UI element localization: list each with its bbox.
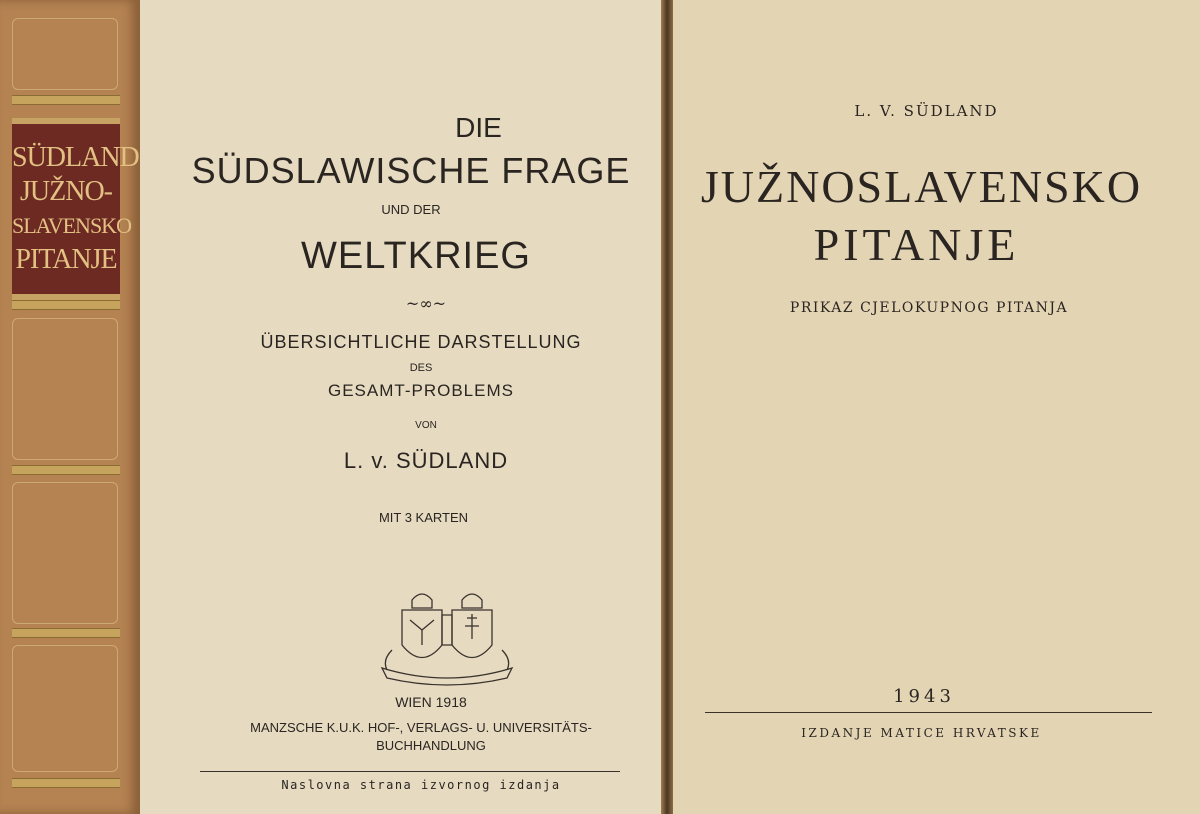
title-line: PITANJE xyxy=(813,219,1020,270)
spine-ornament xyxy=(12,482,118,624)
spine-band xyxy=(12,300,120,310)
author-name: L. v. SÜDLAND xyxy=(343,448,509,473)
publisher-line: BUCHHANDLUNG xyxy=(376,738,486,753)
spine-label-line: JUŽNO- xyxy=(20,176,112,207)
author-name: L. V. SÜDLAND xyxy=(854,102,999,120)
place-year: WIEN 1918 xyxy=(395,694,467,710)
von-label: VON xyxy=(415,420,437,431)
year: 1943 xyxy=(893,686,955,707)
spine-band xyxy=(12,628,120,638)
ornament-divider: ~∞~ xyxy=(405,294,447,313)
spine-label-line: SLAVENSKO xyxy=(12,213,131,238)
left-title-page xyxy=(140,0,662,814)
title-und-der: UND DER xyxy=(381,202,441,217)
spine-ornament xyxy=(12,318,118,460)
spine-band xyxy=(12,778,120,788)
publisher: IZDANJE MATICE HRVATSKE xyxy=(801,726,1042,740)
spine-ornament xyxy=(12,18,118,90)
title-line: JUŽNOSLAVENSKO xyxy=(700,161,1143,212)
book-spine xyxy=(0,0,140,814)
title-die: DIE xyxy=(455,112,502,143)
spine-label-line: PITANJE xyxy=(15,244,117,275)
spine-label-line: SÜDLAND xyxy=(12,142,139,173)
publisher-line: MANZSCHE K.U.K. HOF-, VERLAGS- U. UNIVERSITÄTS- xyxy=(250,720,592,735)
book-gutter xyxy=(661,0,673,814)
subtitle-line: GESAMT-PROBLEMS xyxy=(328,381,514,400)
maps-note: MIT 3 KARTEN xyxy=(378,510,469,525)
title-weltkrieg: WELTKRIEG xyxy=(301,235,531,277)
spine-label xyxy=(12,118,139,300)
spine-band xyxy=(12,95,120,105)
subtitle-line: DES xyxy=(409,362,433,374)
right-title-page xyxy=(673,0,1200,814)
page-rule xyxy=(705,712,1152,713)
subtitle: PRIKAZ CJELOKUPNOG PITANJA xyxy=(789,300,1069,316)
page-caption: Naslovna strana izvornog izdanja xyxy=(281,778,561,792)
coat-of-arms-image xyxy=(372,580,522,690)
page-rule xyxy=(200,771,620,772)
spine-ornament xyxy=(12,645,118,772)
subtitle-line: ÜBERSICHTLICHE DARSTELLUNG xyxy=(260,332,582,352)
spine-band xyxy=(12,465,120,475)
title-main: SÜDSLAWISCHE FRAGE xyxy=(191,150,631,191)
